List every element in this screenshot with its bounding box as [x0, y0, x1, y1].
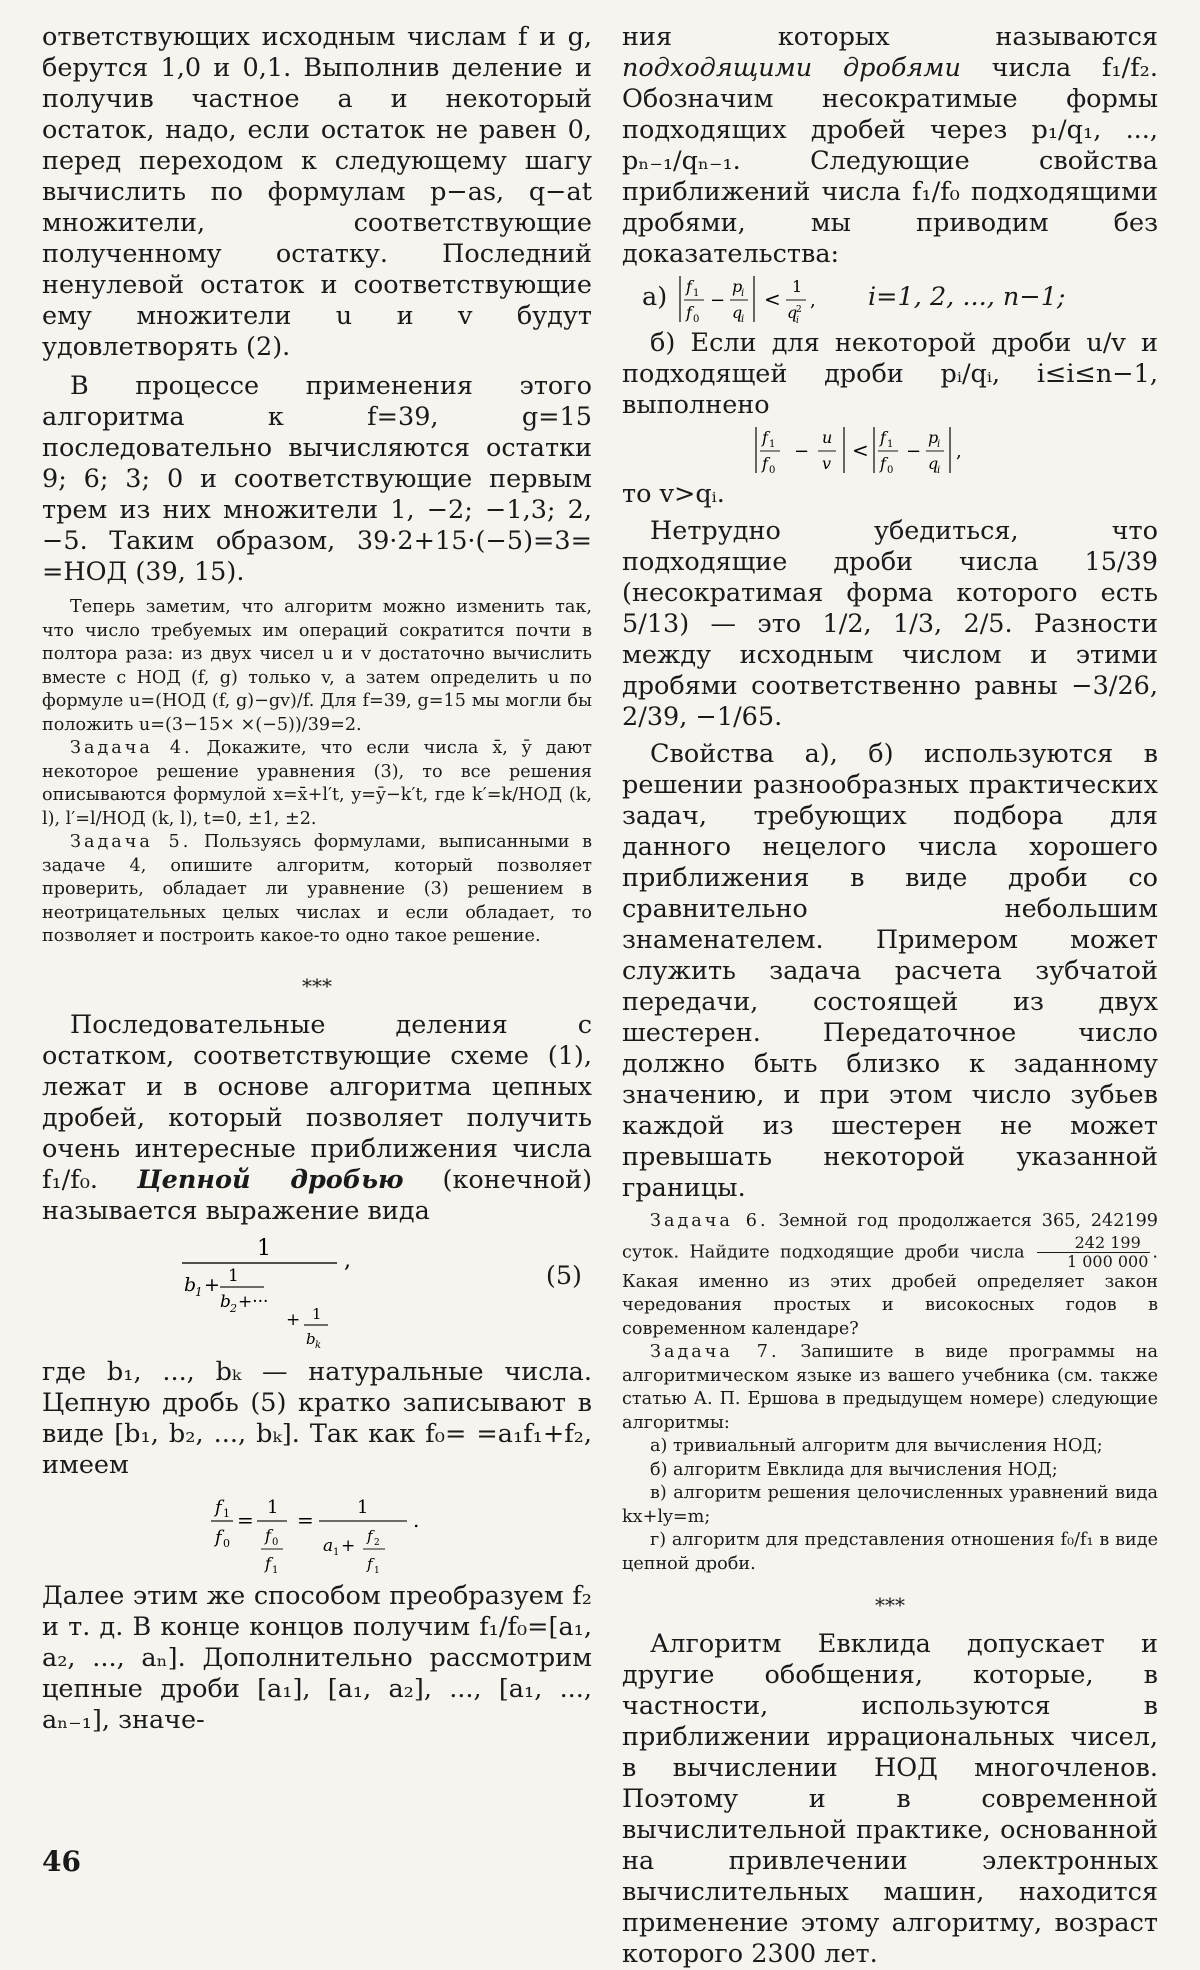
list-item: а) тривиальный алгоритм для вычисления НОД; — [650, 1436, 1103, 1456]
subscript: 2 — [230, 1301, 237, 1315]
task-label: Задача 5. — [70, 832, 192, 852]
svg-text:f: f — [880, 428, 886, 447]
plus: + — [286, 1309, 301, 1330]
svg-text:p: p — [928, 428, 939, 447]
left-column — [42, 22, 592, 1736]
svg-text:1: 1 — [272, 1564, 279, 1576]
paragraph: В процессе применения этого алгоритма к f=39, g=15 последовательно вычисляются остатки 9; 6; 3; 0 и соответствующие первым трем из них множители 1, −2; −1,3; 2, −5. Таким образом, 39·2+15·(−5)=3= =НОД (39, 15). — [42, 371, 592, 587]
svg-text:q: q — [928, 454, 939, 473]
task-5 — [42, 831, 592, 949]
svg-text:2: 2 — [796, 305, 802, 315]
property-a-svg — [674, 270, 874, 328]
svg-text:p: p — [732, 277, 743, 296]
fraction-numerator: 1 — [257, 1235, 271, 1261]
term-b1: b — [184, 1273, 197, 1296]
svg-text:f: f — [686, 303, 692, 322]
term-b2: b — [220, 1291, 231, 1312]
svg-text:1: 1 — [333, 1546, 340, 1558]
list-item: б) алгоритм Евклида для вычисления НОД; — [650, 1459, 1058, 1480]
paragraph-text: ния которых называются — [622, 22, 1158, 52]
svg-text:1: 1 — [693, 288, 700, 299]
comma: , — [344, 1247, 351, 1273]
paragraph: Нетрудно убедиться, что подходящие дроби числа 15/39 (несократимая форма которого есть 5/13) — это 1/2, 1/3, 2/5. Разности между исходным числом и этими дробями соответственно равны −3/26, 2/39, −1/65. — [622, 516, 1158, 732]
continued-fraction-formula — [42, 1227, 592, 1357]
paragraph: б) Если для некоторой дроби u/v и подходящей дроби pᵢ/qᵢ, i≤i≤n−1, выполнено — [622, 328, 1158, 420]
svg-text:f: f — [215, 1526, 222, 1548]
fraction-numerator: 1 — [312, 1304, 322, 1323]
svg-text:f: f — [880, 454, 886, 473]
svg-text:0: 0 — [769, 465, 776, 476]
svg-text:f: f — [367, 1554, 373, 1573]
task-4 — [42, 737, 592, 831]
continued-fraction-svg — [162, 1227, 542, 1357]
paragraph-text: Последовательные деления с остатком, соответствующие схеме (1), лежат и в основе алгоритма цепных дробей, который позволяет получить очень интересные приближения числа f₁/f₀. — [42, 1009, 592, 1195]
svg-text:+: + — [341, 1535, 356, 1556]
svg-text:f: f — [762, 428, 768, 447]
paragraph — [42, 1010, 592, 1227]
list-item: в) алгоритм решения целочисленных уравнений вида kx+ly=m; — [622, 1483, 1158, 1527]
task-label: Задача 6. — [650, 1211, 769, 1231]
svg-text:q: q — [732, 303, 743, 322]
task-label: Задача 4. — [70, 738, 193, 758]
fraction-denominator: 1 000 000 — [1066, 1251, 1149, 1271]
svg-text:q: q — [787, 303, 798, 322]
fraction-numerator: 242 199 — [1037, 1234, 1150, 1253]
svg-text:=: = — [297, 1507, 314, 1532]
section-separator: *** — [875, 1593, 905, 1617]
paragraph: ответствующих исходным числам f и g, берутся 1,0 и 0,1. Выполнив деление и получив частное a и некоторый остаток, надо, если остаток не равен 0, перед переходом к следующему шагу вычислить по формулам p−as, q−at множители, соответствующие полученному остатку. Последний ненулевой остаток и соответствующие ему множители u и v будут удовлетворять (2). — [42, 22, 592, 362]
svg-text:.: . — [413, 1507, 420, 1532]
svg-text:,: , — [956, 441, 962, 462]
svg-text:f: f — [686, 277, 692, 296]
svg-text:v: v — [822, 454, 832, 473]
property-range: i=1, 2, ..., n−1; — [868, 282, 1066, 312]
section-separator: *** — [302, 973, 332, 998]
svg-text:<: < — [852, 438, 869, 462]
svg-text:i: i — [741, 314, 745, 325]
task-text: Земной год продолжается 365, 242199 суток. Найдите подходящие дроби числа — [622, 1211, 1158, 1262]
task-text: Докажите, что если числа x̄, ȳ дают некоторое решение уравнения (3), то все решения описываются формулой x=x̄+l′t, y=ȳ−k′t, где k′=k/НОД (k, l), l′=l/НОД (k, l), t=0, ±1, ±2. — [42, 738, 593, 829]
svg-text:i: i — [741, 288, 745, 299]
fraction-formula-svg — [207, 1483, 527, 1583]
svg-text:,: , — [810, 290, 816, 311]
svg-text:f: f — [265, 1553, 271, 1573]
svg-text:u: u — [822, 428, 833, 447]
svg-text:−: − — [794, 441, 810, 462]
svg-text:f: f — [215, 1496, 222, 1518]
task-label: Задача 7. — [650, 1342, 780, 1362]
property-b-svg — [750, 421, 1050, 479]
paragraph-text: числа f₁/f₂. Обозначим несократимые формы подходящих дробей через p₁/q₁, ..., pₙ₋₁/qₙ₋₁. Следующие свойства приближений числа f₁/f₀ подходящими дробями, мы приводим без доказательства: — [622, 53, 1159, 269]
svg-text:2: 2 — [374, 1537, 380, 1548]
svg-text:0: 0 — [223, 1536, 230, 1550]
svg-text:1: 1 — [792, 277, 803, 296]
svg-text:i: i — [937, 465, 941, 476]
svg-text:1: 1 — [357, 1496, 369, 1518]
term-bk: b — [306, 1329, 316, 1348]
equation-number: (5) — [545, 1260, 582, 1291]
subscript: k — [315, 1339, 322, 1351]
paragraph: где b₁, ..., bₖ — натуральные числа. Цепную дробь (5) кратко записывают в виде [b₁, b₂, ..., bₖ]. Так как f₀= =a₁f₁+f₂, имеем — [42, 1356, 592, 1480]
svg-text:1: 1 — [267, 1496, 279, 1518]
svg-text:0: 0 — [272, 1536, 279, 1548]
svg-text:1: 1 — [769, 439, 776, 450]
svg-text:f: f — [265, 1525, 271, 1545]
note-paragraph: Теперь заметим, что алгоритм можно изменить так, что число требуемых им операций сократится почти в полтора раза: из двух чисел u и v достаточно вычислить вместе с НОД (f, g) только v, а затем определить u по формуле u=(НОД (f, g)−gv)/f. Для f=39, g=15 мы могли бы положить u=(3−15× ×(−5))/39=2. — [42, 597, 592, 735]
paragraph: Далее этим же способом преобразуем f₂ и т. д. В конце концов получим f₁/f₀=[a₁, a₂, ..., aₙ]. Дополнительно рассмотрим цепные дроби [a₁], [a₁, a₂], ..., [a₁, ..., aₙ₋₁], значе- — [42, 1580, 592, 1735]
svg-text:−: − — [906, 441, 922, 462]
paragraph: то v>qᵢ. — [622, 479, 725, 509]
subscript: 1 — [195, 1284, 203, 1299]
property-label: а) — [642, 282, 668, 312]
fraction-numerator: 1 — [228, 1265, 239, 1286]
svg-text:f: f — [367, 1526, 373, 1545]
term-convergents: подходящими дробями — [622, 53, 961, 83]
task-text: Пользуясь формулами, выписанными в задаче 4, опишите алгоритм, который позволяет проверить, обладает ли уравнение (3) решением в неотрицательных целых числах и если обладает, то позволяет и построить какое-то одно такое решение. — [42, 832, 593, 946]
svg-text:=: = — [237, 1507, 254, 1532]
paragraph: Свойства а), б) используются в решении разнообразных практических задач, требующих подбора для данного нецелого числа хорошего приближения в виде дроби со сравнительно небольшим знаменателем. Примером может служить задача расчета зубчатой передачи, состоящей из двух шестерен. Передаточное число должно быть близко к заданному значению, и при этом число зубьев каждой из шестерен не может превышать некоторой указанной границы. — [622, 739, 1158, 1203]
svg-text:1: 1 — [223, 1506, 230, 1520]
svg-text:i: i — [796, 316, 799, 326]
svg-text:1: 1 — [887, 439, 894, 450]
svg-text:1: 1 — [374, 1565, 380, 1576]
paragraph: Алгоритм Евклида допускает и другие обобщения, которые, в частности, используются в приближении иррациональных чисел, в вычислении НОД многочленов. Поэтому и в современной вычислительной практике, основанной на привлечении электронных вычислительных машин, находится применение этому алгоритму, возраст которого 2300 лет. — [622, 1629, 1158, 1969]
inline-fraction — [1037, 1234, 1150, 1271]
property-a — [622, 270, 1158, 328]
plus-dots: +··· — [238, 1291, 269, 1312]
svg-text:<: < — [764, 287, 781, 311]
paragraph-text: (конечной) называется выражение вида — [42, 1164, 593, 1226]
svg-text:0: 0 — [887, 465, 894, 476]
term-continued-fraction: Цепной дробью — [136, 1164, 404, 1195]
fraction-formula — [42, 1481, 592, 1581]
property-b-formula — [622, 421, 1158, 479]
task-text: . Какая именно из этих дробей определяет закон чередования простых и високосных годов в современном календаре? — [622, 1242, 1159, 1339]
list-item: г) алгоритм для представления отношения f₀/f₁ в виде цепной дроби. — [622, 1530, 1158, 1574]
task-text: Запишите в виде программы на алгоритмическом языке из вашего учебника (см. также статью А. П. Ершова в предыдущем номере) следующие алгоритмы: — [622, 1342, 1158, 1433]
svg-text:f: f — [762, 454, 768, 473]
page-number: 46 — [42, 1845, 81, 1878]
svg-text:−: − — [710, 290, 726, 311]
task-7 — [622, 1341, 1158, 1435]
svg-text:i: i — [937, 439, 941, 450]
right-column — [622, 22, 1158, 1970]
paragraph — [622, 22, 1158, 270]
svg-text:0: 0 — [693, 314, 700, 325]
task-6 — [622, 1210, 1158, 1341]
plus: + — [204, 1273, 220, 1296]
svg-text:a: a — [323, 1535, 334, 1556]
